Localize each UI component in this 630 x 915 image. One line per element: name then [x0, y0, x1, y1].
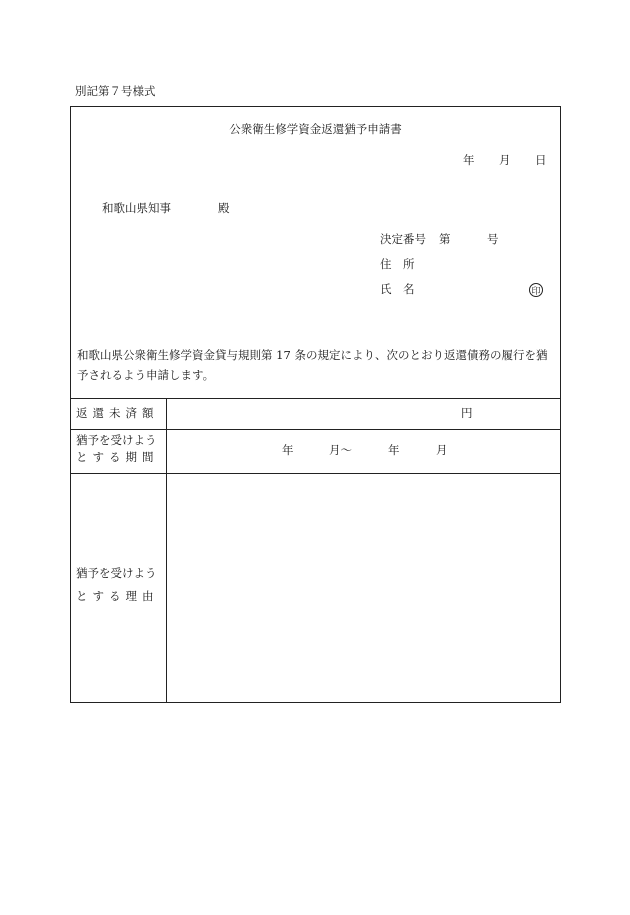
date-day: 日	[535, 153, 547, 167]
table-column-divider	[166, 398, 167, 703]
address-label: 住 所	[380, 257, 415, 271]
period-label-line1: 猶予を受けよう	[76, 433, 157, 447]
seal-icon: 印	[529, 283, 543, 297]
application-form	[70, 106, 561, 703]
table-row-divider	[71, 429, 560, 430]
period-start-month: 月〜	[329, 443, 352, 457]
date-year: 年	[463, 153, 475, 167]
decision-number-label: 決定番号	[380, 232, 426, 246]
period-end-year: 年	[388, 443, 400, 457]
request-text: 和歌山県公衆衛生修学資金貸与規則第 17 条の規定により、次のとおり返還債務の履行を猶予されるよう申請します。	[77, 348, 548, 382]
unpaid-amount-unit: 円	[461, 406, 473, 420]
decision-number-go: 号	[487, 232, 499, 246]
table-top-line	[71, 398, 560, 399]
period-end-month: 月	[436, 443, 448, 457]
unpaid-amount-label: 返還未済額	[76, 406, 159, 420]
period-label-line2: とする期間	[76, 450, 159, 464]
reason-label-line1: 猶予を受けよう	[76, 566, 157, 580]
form-title: 公衆衛生修学資金返還猶予申請書	[229, 122, 402, 136]
table-row-divider	[71, 473, 560, 474]
addressee-name: 和歌山県知事	[102, 201, 171, 215]
period-start-year: 年	[282, 443, 294, 457]
form-id: 別記第７号様式	[75, 84, 156, 98]
date-month: 月	[499, 153, 511, 167]
name-label: 氏 名	[380, 282, 415, 296]
reason-label-line2: とする理由	[76, 589, 159, 603]
decision-number-dai: 第	[439, 232, 451, 246]
addressee-honorific: 殿	[218, 201, 230, 215]
